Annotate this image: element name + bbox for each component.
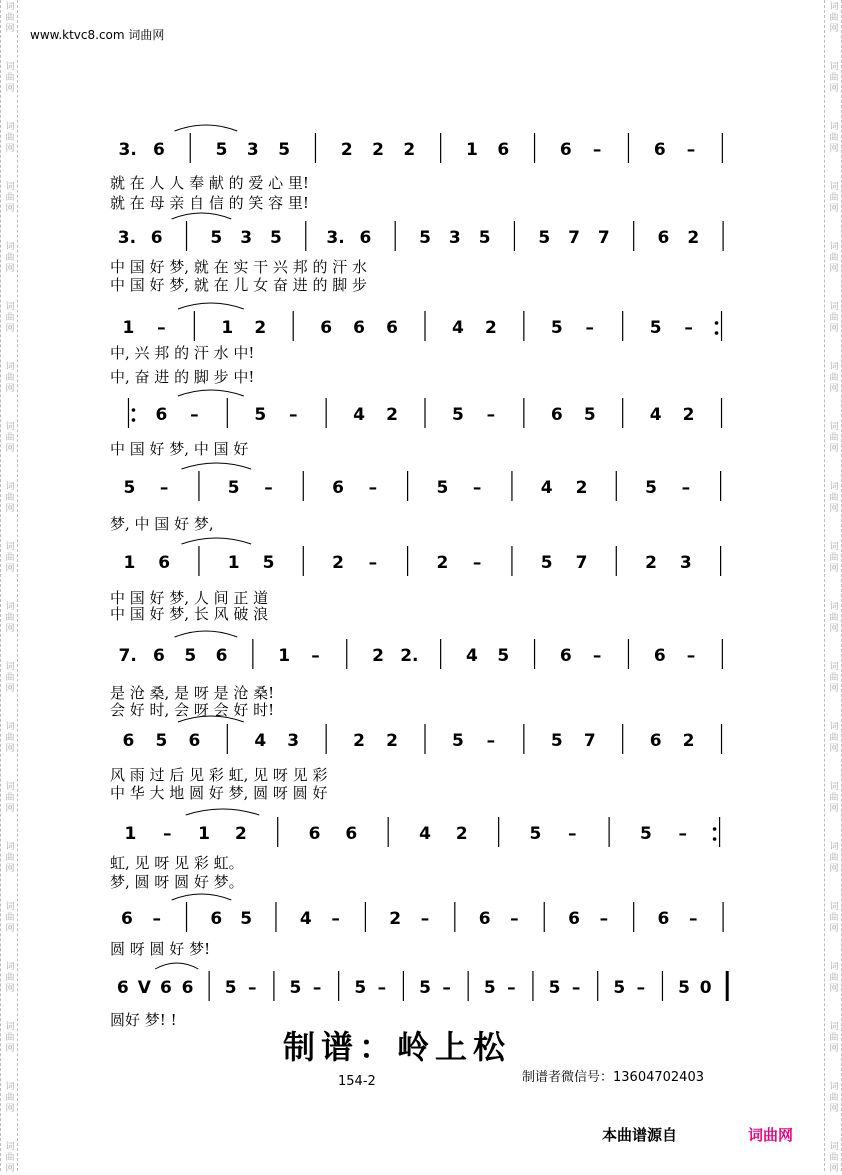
repeat-dot bbox=[713, 837, 717, 841]
slur-arc bbox=[182, 538, 252, 544]
score-note: 2 bbox=[386, 405, 398, 425]
watermark-text: 词 曲 网 bbox=[829, 962, 839, 994]
score-note: – bbox=[331, 909, 340, 929]
score-note: 7 bbox=[568, 228, 580, 248]
score-note: 2 bbox=[403, 140, 416, 160]
score-note: 5 bbox=[240, 909, 253, 929]
score-note: 5 bbox=[540, 553, 553, 573]
score-note: 3 bbox=[679, 553, 692, 573]
score-note: 1 bbox=[466, 140, 478, 160]
watermark-text: 词 曲 网 bbox=[829, 422, 839, 454]
lyric-line: 风 雨 过 后 见 彩 虹, 见 呀 见 彩 bbox=[110, 766, 328, 784]
score-note: – bbox=[162, 824, 172, 844]
score-note: 1 bbox=[227, 553, 240, 573]
watermark-text: 词 曲 网 bbox=[5, 1142, 15, 1174]
watermark-text: 词 曲 网 bbox=[829, 602, 839, 634]
score-note: – bbox=[678, 824, 688, 844]
score-note: – bbox=[510, 909, 519, 929]
score-note: – bbox=[472, 553, 482, 573]
score-note: 6 bbox=[359, 228, 372, 248]
slur-arc bbox=[175, 125, 238, 131]
watermark-text: 词 曲 网 bbox=[5, 602, 15, 634]
score-note: 6 bbox=[386, 318, 398, 338]
arranger-credit: 制谱：岭上松 bbox=[283, 1028, 512, 1066]
lyric-line: 虹, 见 呀 见 彩 虹。 bbox=[110, 854, 244, 872]
score-note: 2 bbox=[353, 731, 366, 751]
lyric-line: 中 国 好 梦, 长 风 破 浪 bbox=[110, 605, 269, 623]
score-note: V bbox=[137, 978, 151, 998]
score-note: 4 bbox=[353, 405, 366, 425]
repeat-dot bbox=[132, 408, 136, 412]
score-note: 2 bbox=[340, 140, 353, 160]
slur-arc bbox=[178, 390, 244, 396]
score-note: – bbox=[368, 478, 378, 498]
score-note: 6 bbox=[120, 909, 133, 929]
score-note: 6 bbox=[122, 731, 135, 751]
page-number: 154-2 bbox=[338, 1074, 376, 1089]
score-note: 4 bbox=[540, 478, 553, 498]
score-note: 5 bbox=[550, 318, 563, 338]
score-note: – bbox=[684, 318, 693, 338]
score-note: – bbox=[159, 478, 169, 498]
score-note: 6 bbox=[559, 646, 572, 666]
watermark-text: 词 曲 网 bbox=[5, 242, 15, 274]
score-note: 5 bbox=[354, 978, 367, 998]
score-note: – bbox=[592, 646, 602, 666]
score-note: 5 bbox=[548, 978, 561, 998]
watermark-text: 词 曲 网 bbox=[829, 302, 839, 334]
slur-arc bbox=[175, 631, 238, 637]
score-note: – bbox=[636, 978, 646, 998]
score-note: 6 bbox=[649, 731, 662, 751]
watermark-text: 词 曲 网 bbox=[5, 182, 15, 214]
score-note: 2 bbox=[455, 824, 468, 844]
score-note: 2 bbox=[234, 824, 247, 844]
lyric-line: 就 在 母 亲 自 信 的 笑 容 里! bbox=[110, 194, 309, 212]
score-notation bbox=[100, 0, 750, 1171]
watermark-text: 词 曲 网 bbox=[5, 302, 15, 334]
watermark-text: 词 曲 网 bbox=[5, 1082, 15, 1114]
score-note: – bbox=[420, 909, 430, 929]
watermark-text: 词 曲 网 bbox=[829, 1082, 839, 1114]
slur-arc bbox=[172, 894, 232, 900]
watermark-text: 词 曲 网 bbox=[829, 722, 839, 754]
score-note: 5 bbox=[278, 140, 291, 160]
score-note: 5 bbox=[224, 978, 237, 998]
score-note: – bbox=[592, 140, 602, 160]
watermark-text: 词 曲 网 bbox=[829, 2, 839, 34]
score-note: 5 bbox=[419, 228, 431, 248]
score-note: 5 bbox=[497, 646, 510, 666]
repeat-dot bbox=[713, 827, 717, 831]
lyric-line: 梦, 中 国 好 梦, bbox=[110, 515, 214, 533]
score-note: 1 bbox=[123, 553, 136, 573]
arranger-wechat: 制谱者微信号：13604702403 bbox=[522, 1070, 704, 1085]
score-note: – bbox=[264, 478, 273, 498]
score-note: 6 bbox=[215, 646, 228, 666]
lyric-line: 就 在 人 人 奉 献 的 爱 心 里! bbox=[110, 174, 309, 192]
lyric-line: 中, 兴 邦 的 汗 水 中! bbox=[110, 344, 255, 362]
score-note: 4 bbox=[452, 318, 464, 338]
score-note: 6 bbox=[478, 909, 491, 929]
watermark-text: 词 曲 网 bbox=[5, 902, 15, 934]
watermark-text: 词 曲 网 bbox=[5, 422, 15, 454]
score-note: 2 bbox=[389, 909, 402, 929]
score-note: 5 bbox=[210, 228, 223, 248]
lyric-line: 圆 呀 圆 好 梦! bbox=[110, 940, 211, 958]
score-note: 5 bbox=[645, 478, 657, 498]
score-note: 5 bbox=[550, 731, 563, 751]
score-note: 3. bbox=[118, 140, 137, 160]
score-note: 4 bbox=[649, 405, 662, 425]
score-note: 5 bbox=[478, 228, 491, 248]
score-note: 3 bbox=[287, 731, 300, 751]
score-note: 6 bbox=[332, 478, 344, 498]
lyric-line: 中 国 好 梦, 就 在 实 干 兴 邦 的 汗 水 bbox=[110, 258, 367, 276]
lyric-line: 中, 奋 进 的 脚 步 中! bbox=[110, 368, 255, 386]
score-note: 3 bbox=[448, 228, 461, 248]
score-note: 5 bbox=[289, 978, 302, 998]
score-note: 1 bbox=[122, 318, 135, 338]
score-note: 2. bbox=[400, 646, 419, 666]
watermark-text: 词 曲 网 bbox=[5, 842, 15, 874]
score-note: 6 bbox=[181, 978, 194, 998]
score-note: – bbox=[599, 909, 609, 929]
score-note: – bbox=[442, 978, 451, 998]
watermark-text: 词 曲 网 bbox=[5, 542, 15, 574]
score-note: 7 bbox=[597, 228, 610, 248]
score-note: 2 bbox=[372, 140, 384, 160]
watermark-text: 词 曲 网 bbox=[5, 362, 15, 394]
score-note: 5 bbox=[529, 824, 542, 844]
score-note: 6 bbox=[308, 824, 321, 844]
score-note: 6 bbox=[653, 140, 666, 160]
watermark-text: 词 曲 网 bbox=[5, 2, 15, 34]
watermark-text: 词 曲 网 bbox=[829, 362, 839, 394]
score-note: – bbox=[312, 978, 322, 998]
score-note: – bbox=[568, 824, 577, 844]
score-note: 4 bbox=[299, 909, 312, 929]
slur-arc bbox=[155, 963, 198, 969]
score-note: 5 bbox=[452, 731, 464, 751]
score-note: 3. bbox=[326, 228, 345, 248]
score-note: – bbox=[377, 978, 387, 998]
score-note: 6 bbox=[210, 909, 223, 929]
watermark-text: 词 曲 网 bbox=[829, 1022, 839, 1054]
score-note: 5 bbox=[649, 318, 662, 338]
score-note: 6 bbox=[188, 731, 201, 751]
score-note: 5 bbox=[227, 478, 240, 498]
score-note: – bbox=[571, 978, 581, 998]
score-note: 7 bbox=[575, 553, 588, 573]
lyric-line: 中 国 好 梦, 人 间 正 道 bbox=[110, 589, 269, 607]
score-note: 6 bbox=[155, 405, 168, 425]
watermark-text: 词 曲 网 bbox=[5, 482, 15, 514]
watermark-text: 词 曲 网 bbox=[829, 842, 839, 874]
score-note: – bbox=[689, 909, 698, 929]
score-note: 5 bbox=[613, 978, 626, 998]
score-note: 5 bbox=[254, 405, 267, 425]
score-note: 6 bbox=[657, 909, 670, 929]
watermark-text: 词 曲 网 bbox=[829, 62, 839, 94]
left-watermark-strip bbox=[0, 0, 18, 1174]
slur-arc bbox=[178, 303, 244, 309]
score-note: 6 bbox=[345, 824, 358, 844]
site-header[interactable]: www.ktvc8.com 词曲网 bbox=[30, 28, 165, 42]
source-brand[interactable]: 词曲网 bbox=[748, 1126, 794, 1144]
score-note: 3 bbox=[240, 228, 253, 248]
repeat-dot bbox=[132, 418, 136, 422]
watermark-text: 词 曲 网 bbox=[5, 782, 15, 814]
score-note: 2 bbox=[484, 318, 497, 338]
score-note: 5 bbox=[270, 228, 282, 248]
score-note: 2 bbox=[254, 318, 267, 338]
repeat-dot bbox=[715, 321, 719, 325]
score-note: 5 bbox=[538, 228, 551, 248]
score-note: – bbox=[152, 909, 161, 929]
score-note: 2 bbox=[687, 228, 700, 248]
watermark-text: 词 曲 网 bbox=[829, 1142, 839, 1174]
score-note: 6 bbox=[160, 978, 172, 998]
score-note: 2 bbox=[372, 646, 384, 666]
watermark-text: 词 曲 网 bbox=[5, 62, 15, 94]
source-label: 本曲谱源自 bbox=[602, 1126, 678, 1144]
score-note: – bbox=[507, 978, 516, 998]
score-note: 5 bbox=[436, 478, 449, 498]
watermark-text: 词 曲 网 bbox=[829, 122, 839, 154]
repeat-dot bbox=[715, 331, 719, 335]
score-note: – bbox=[686, 646, 696, 666]
watermark-text: 词 曲 网 bbox=[5, 722, 15, 754]
score-note: – bbox=[248, 978, 257, 998]
watermark-text: 词 曲 网 bbox=[829, 182, 839, 214]
score-note: 1 bbox=[198, 824, 210, 844]
watermark-text: 词 曲 网 bbox=[829, 782, 839, 814]
slur-arc bbox=[172, 213, 232, 219]
score-note: – bbox=[311, 646, 320, 666]
score-note: 6 bbox=[158, 553, 171, 573]
score-note: 2 bbox=[332, 553, 344, 573]
score-note: 6 bbox=[559, 140, 572, 160]
slur-arc bbox=[182, 463, 252, 469]
score-note: 6 bbox=[153, 140, 165, 160]
score-note: 5 bbox=[184, 646, 197, 666]
score-note: 6 bbox=[550, 405, 563, 425]
watermark-text: 词 曲 网 bbox=[5, 662, 15, 694]
score-note: 2 bbox=[645, 553, 657, 573]
watermark-text: 词 曲 网 bbox=[829, 662, 839, 694]
score-note: – bbox=[681, 478, 691, 498]
score-note: 1 bbox=[278, 646, 291, 666]
score-note: 5 bbox=[452, 405, 464, 425]
right-watermark-strip bbox=[824, 0, 842, 1174]
watermark-text: 词 曲 网 bbox=[5, 122, 15, 154]
score-note: 7 bbox=[583, 731, 596, 751]
score-note: – bbox=[157, 318, 166, 338]
score-note: 3 bbox=[246, 140, 259, 160]
lyric-line: 梦, 圆 呀 圆 好 梦。 bbox=[110, 873, 244, 891]
score-note: 5 bbox=[640, 824, 652, 844]
slur-arc bbox=[178, 716, 244, 722]
score-note: 7. bbox=[118, 646, 137, 666]
score-note: 6 bbox=[653, 646, 666, 666]
score-note: 0 bbox=[699, 978, 712, 998]
score-note: – bbox=[486, 731, 496, 751]
watermark-text: 词 曲 网 bbox=[5, 962, 15, 994]
score-note: 6 bbox=[353, 318, 366, 338]
score-note: 5 bbox=[583, 405, 596, 425]
score-note: 5 bbox=[262, 553, 275, 573]
score-note: 6 bbox=[150, 228, 163, 248]
lyric-line: 是 沧 桑, 是 呀 是 沧 桑! bbox=[110, 684, 275, 702]
score-note: – bbox=[585, 318, 594, 338]
score-note: 5 bbox=[678, 978, 690, 998]
score-note: 6 bbox=[497, 140, 510, 160]
lyric-line: 中 国 好 梦, 中 国 好 bbox=[110, 440, 249, 458]
score-note: – bbox=[686, 140, 696, 160]
watermark-text: 词 曲 网 bbox=[829, 542, 839, 574]
score-note: 2 bbox=[682, 405, 695, 425]
lyric-line: 中 国 好 梦, 就 在 儿 女 奋 进 的 脚 步 bbox=[110, 276, 367, 294]
watermark-text: 词 曲 网 bbox=[5, 1022, 15, 1054]
score-note: 5 bbox=[123, 478, 136, 498]
slur-arc bbox=[186, 809, 260, 815]
score-note: 2 bbox=[575, 478, 588, 498]
score-note: 6 bbox=[153, 646, 165, 666]
watermark-text: 词 曲 网 bbox=[829, 482, 839, 514]
watermark-text: 词 曲 网 bbox=[829, 902, 839, 934]
score-note: 6 bbox=[657, 228, 670, 248]
score-note: 6 bbox=[568, 909, 580, 929]
score-note: – bbox=[190, 405, 199, 425]
score-note: 5 bbox=[155, 731, 168, 751]
watermark-text: 词 曲 网 bbox=[829, 242, 839, 274]
score-note: 6 bbox=[320, 318, 333, 338]
score-note: 2 bbox=[386, 731, 398, 751]
score-note: 4 bbox=[254, 731, 267, 751]
score-note: 4 bbox=[466, 646, 478, 666]
score-note: 4 bbox=[419, 824, 431, 844]
score-note: 2 bbox=[436, 553, 449, 573]
score-note: – bbox=[368, 553, 378, 573]
lyric-line: 会 好 时, 会 呀 会 好 时! bbox=[110, 701, 275, 719]
score-note: 5 bbox=[419, 978, 431, 998]
score-note: 2 bbox=[682, 731, 695, 751]
score-note: – bbox=[472, 478, 482, 498]
lyric-line: 中 华 大 地 圆 好 梦, 圆 呀 圆 好 bbox=[110, 784, 328, 802]
score-note: – bbox=[288, 405, 298, 425]
score-note: – bbox=[486, 405, 496, 425]
lyric-line: 圆好 梦! ! bbox=[110, 1011, 177, 1029]
score-note: 1 bbox=[221, 318, 234, 338]
score-note: 5 bbox=[215, 140, 228, 160]
score-note: 5 bbox=[483, 978, 496, 998]
score-note: 6 bbox=[116, 978, 129, 998]
score-note: 1 bbox=[124, 824, 137, 844]
score-note: 3. bbox=[117, 228, 137, 248]
